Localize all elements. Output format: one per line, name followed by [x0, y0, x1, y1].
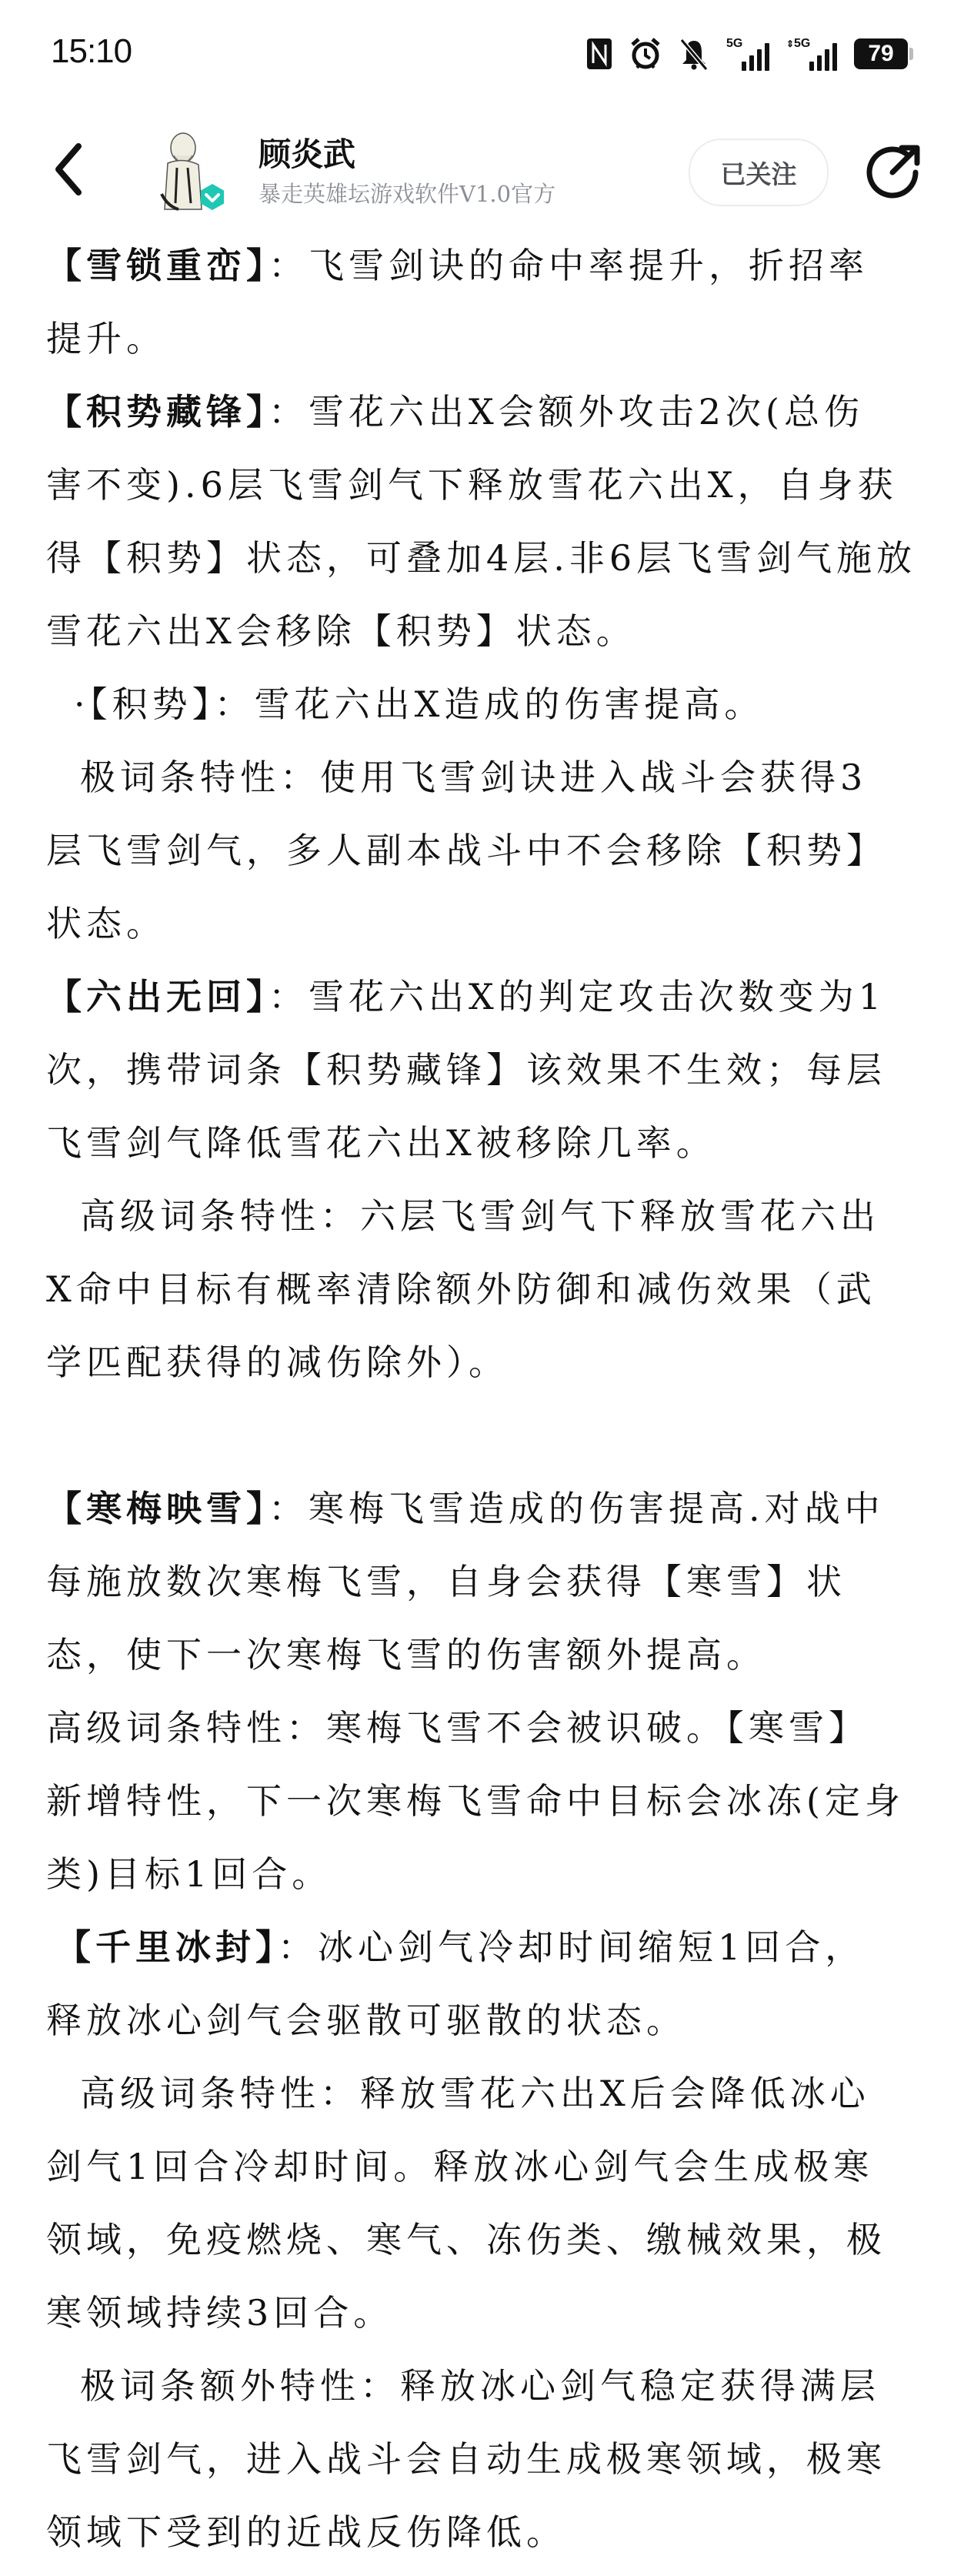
skill-term-heading: 【积势藏锋】 [46, 391, 269, 433]
status-icons [586, 34, 908, 74]
chevron-left-icon [45, 139, 91, 200]
bell-muted-icon [679, 37, 709, 71]
skill-term-heading: 【千里冰封】 [55, 1926, 278, 1968]
skill-term-heading: 【雪锁重峦】 [46, 245, 269, 286]
author-subtitle: 暴走英雄坛游戏软件V1.0官方 [259, 181, 556, 207]
verified-check-icon [198, 183, 226, 211]
signal-5g-icon: 5G [726, 37, 769, 71]
article-line [80, 754, 867, 800]
nfc-icon [586, 37, 612, 71]
article-line [46, 1120, 716, 1166]
battery-indicator: 79 [854, 38, 908, 69]
clock-time: 15:10 [51, 32, 132, 70]
article-line [46, 2290, 393, 2336]
line-text: ：飞雪剑诀的命中率提升，折招率 [269, 245, 869, 286]
article-line [55, 1924, 865, 1970]
article-line [46, 2217, 886, 2263]
article-line [46, 1997, 686, 2043]
line-text: 得【积势】状态，可叠加4层.非6层飞雪剑气施放 [46, 537, 917, 579]
line-text: 新增特性，下一次寒梅飞雪命中目标会冰冻(定身 [46, 1780, 905, 1822]
line-text: 高级词条特性：六层飞雪剑气下释放雪花六出 [80, 1195, 880, 1237]
back-button[interactable] [45, 139, 91, 200]
line-text: 状态。 [46, 903, 166, 944]
line-text: 领域，免疫燃烧、寒气、冻伤类、缴械效果，极 [46, 2219, 886, 2260]
article-line [46, 1705, 869, 1751]
article-line [80, 2070, 870, 2117]
share-icon [862, 139, 923, 203]
line-text: 寒领域持续3回合。 [46, 2292, 394, 2334]
line-text: 类)目标1回合。 [46, 1853, 332, 1895]
signal-5g-data-icon: 5G ⇕ [786, 37, 837, 71]
line-text: 领域下受到的近战反伤降低。 [46, 2511, 566, 2553]
article-line [46, 1559, 846, 1605]
article-line [80, 2363, 880, 2409]
article-line [46, 242, 869, 289]
line-text: 害不变).6层飞雪剑气下释放雪花六出X，自身获 [46, 464, 898, 506]
article-line [46, 1632, 766, 1678]
line-text: 提升。 [46, 318, 166, 359]
line-text: 学匹配获得的减伤除外）。 [46, 1341, 509, 1383]
line-text: 飞雪剑气，进入战斗会自动生成极寒领域，极寒 [46, 2438, 886, 2480]
line-text: 每施放数次寒梅飞雪，自身会获得【寒雪】状 [46, 1561, 846, 1602]
line-text: 高级词条特性：寒梅飞雪不会被识破。【寒雪】 [46, 1707, 869, 1749]
article-line [46, 316, 166, 362]
article-line [80, 1193, 880, 1239]
line-text: ：雪花六出X会额外攻击2次(总伤 [269, 391, 864, 433]
article-line [46, 2509, 566, 2555]
share-button[interactable] [862, 139, 923, 203]
skill-term-heading: 【六出无回】 [46, 976, 269, 1017]
article-line [46, 2436, 886, 2482]
line-text: ：寒梅飞雪造成的伤害提高.对战中 [269, 1488, 885, 1529]
author-name[interactable]: 顾炎武 [259, 135, 356, 173]
line-text: 层飞雪剑气，多人副本战斗中不会移除【积势】 [46, 830, 886, 871]
line-text: 高级词条特性：释放雪花六出X后会降低冰心 [80, 2073, 870, 2114]
line-text: 释放冰心剑气会驱散可驱散的状态。 [46, 2000, 686, 2041]
line-text: 次，携带词条【积势藏锋】该效果不生效；每层 [46, 1049, 886, 1091]
line-text: 极词条额外特性：释放冰心剑气稳定获得满层 [80, 2365, 880, 2407]
status-bar [0, 0, 954, 108]
article-line [46, 1851, 332, 1897]
article-line [46, 974, 886, 1020]
post-header [0, 115, 954, 223]
article-line [46, 1778, 905, 1824]
article-line [46, 1047, 886, 1093]
article-line [46, 1266, 876, 1312]
line-text: 飞雪剑气降低雪花六出X被移除几率。 [46, 1122, 716, 1164]
line-text: ·【积势】：雪花六出X造成的伤害提高。 [74, 683, 765, 725]
line-text: 极词条特性：使用飞雪剑诀进入战斗会获得3 [80, 757, 868, 798]
line-text: 雪花六出X会移除【积势】状态。 [46, 610, 636, 652]
alarm-icon [629, 37, 662, 71]
article-line [46, 1339, 509, 1385]
article-line [46, 900, 166, 947]
skill-term-heading: 【寒梅映雪】 [46, 1488, 269, 1529]
article-line [46, 462, 898, 508]
article-line [46, 389, 864, 435]
article-line [46, 608, 636, 654]
article-line [46, 827, 886, 874]
article-line [46, 1485, 885, 1532]
line-text: 态，使下一次寒梅飞雪的伤害额外提高。 [46, 1634, 766, 1676]
line-text: 剑气1回合冷却时间。释放冰心剑气会生成极寒 [46, 2146, 874, 2187]
line-text: X命中目标有概率清除额外防御和减伤效果（武 [46, 1268, 876, 1310]
article-line [74, 681, 764, 727]
article-line [46, 535, 916, 581]
line-text: ：冰心剑气冷却时间缩短1回合， [278, 1926, 866, 1968]
follow-button[interactable]: 已关注 [689, 139, 829, 206]
line-text: ：雪花六出X的判定攻击次数变为1 [269, 976, 886, 1017]
article-line [46, 2143, 873, 2190]
